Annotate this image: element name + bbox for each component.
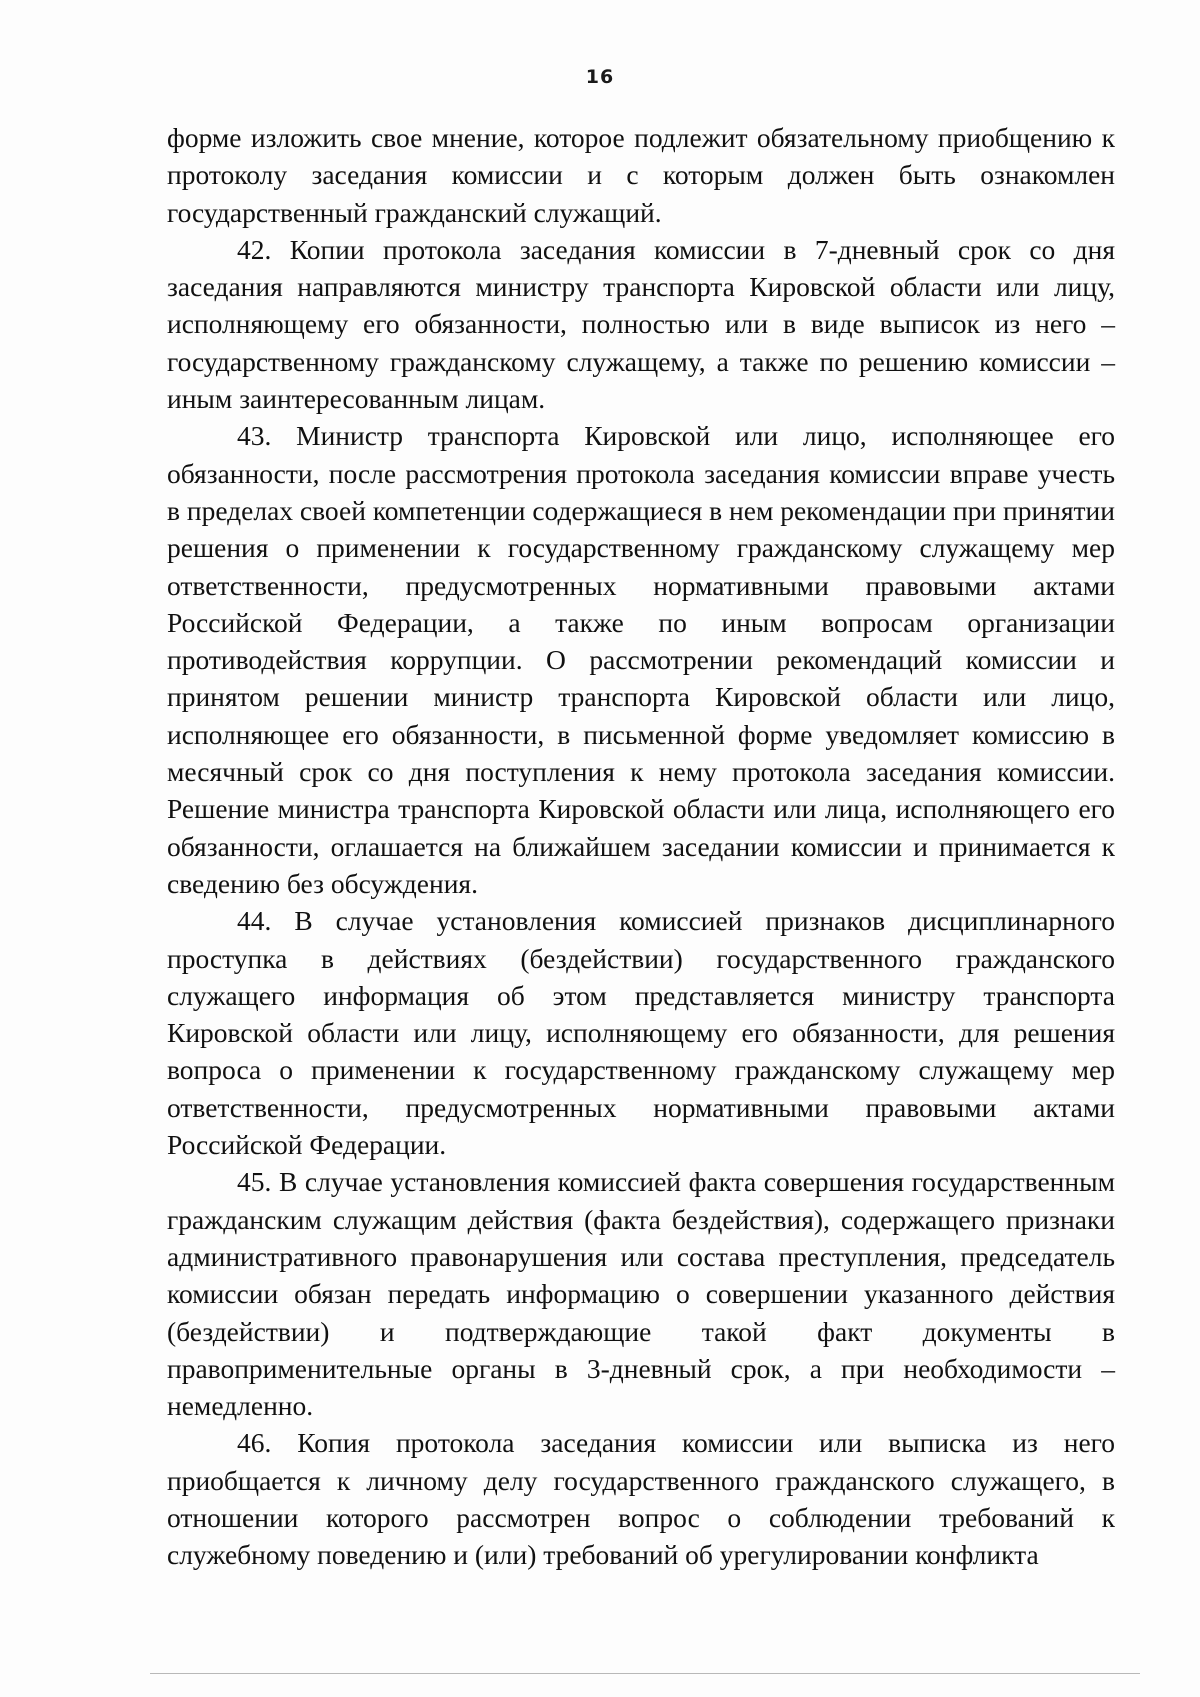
- paragraph-42: 42. Копии протокола заседания комиссии в 7-дневный срок со дня заседания направляются министру транспорта Кировской области или лицу, исполняющему его обязанности, полностью или в виде выписок из него – государственному гражданскому служащему, а также по решению комиссии – иным заинтересованным лицам.: [167, 233, 1115, 415]
- paragraph-continuation: форме изложить свое мнение, которое подлежит обязательному приобщению к протоколу заседания комиссии и с которым должен быть ознакомлен государственный гражданский служащий.: [167, 122, 1115, 228]
- paragraph-46: 46. Копия протокола заседания комиссии или выписка из него приобщается к личному делу государственного гражданского служащего, в отношении которого рассмотрен вопрос о соблюдении требований к служебному поведению и (или) требований об урегулировании конфликта: [167, 1427, 1115, 1571]
- paragraph-43: 43. Министр транспорта Кировской или лицо, исполняющее его обязанности, после рассмотрения протокола заседания комиссии вправе учесть в пределах своей компетенции содержащиеся в нем рекомендации при принятии решения о применении к государственному гражданскому служащему мер ответственности, предусмотренных нормативными правовыми актами Российской Федерации, а также по иным вопросам организации противодействия коррупции. О рассмотрении рекомендаций комиссии и принятом решении министр транспорта Кировской области или лицо, исполняющее его обязанности, в письменной форме уведомляет комиссию в месячный срок со дня поступления к нему протокола заседания комиссии. Решение министра транспорта Кировской области или лица, исполняющего его обязанности, оглашается на ближайшем заседании комиссии и принимается к сведению без обсуждения.: [167, 420, 1115, 899]
- paragraph-45: 45. В случае установления комиссией факта совершения государственным гражданским служащим действия (факта бездействия), содержащего признаки административного правонарушения или состава преступления, председатель комиссии обязан передать информацию о совершении указанного действия (бездействии) и подтверждающие такой факт документы в правоприменительные органы в 3-дневный срок, а при необходимости – немедленно.: [167, 1166, 1115, 1422]
- page-number: 16: [585, 66, 615, 88]
- document-body: [167, 119, 1115, 1574]
- paragraph-44: 44. В случае установления комиссией признаков дисциплинарного проступка в действиях (бездействии) государственного гражданского служащего информация об этом представляется министру транспорта Кировской области или лицу, исполняющему его обязанности, для решения вопроса о применении к государственному гражданскому служащему мер ответственности, предусмотренных нормативными правовыми актами Российской Федерации.: [167, 905, 1115, 1161]
- page-bottom-rule: [150, 1673, 1140, 1674]
